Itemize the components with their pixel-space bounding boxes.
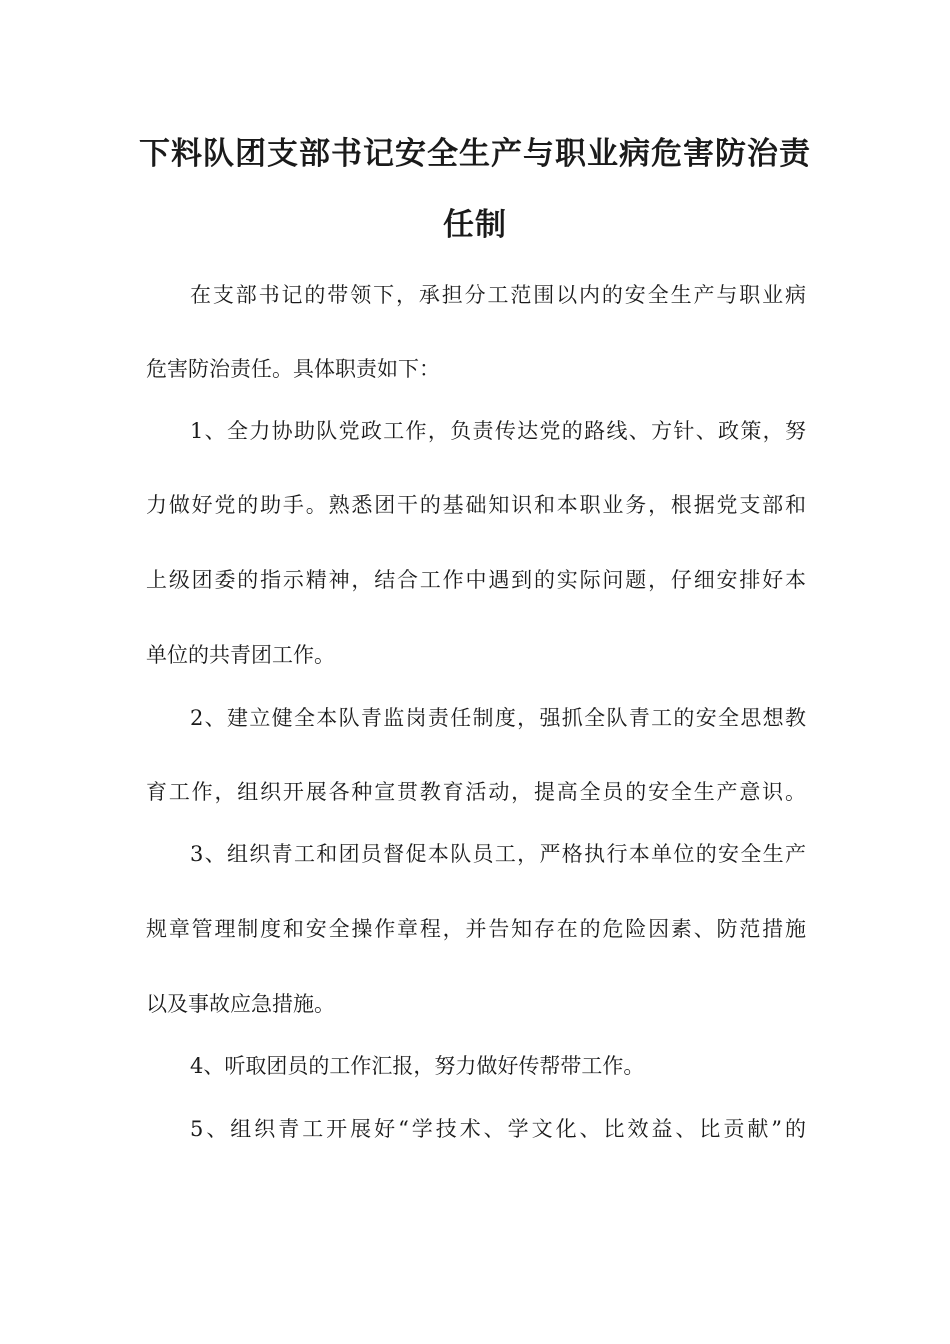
paragraph-item-5-line-1: 5、组织青工开展好“学技术、学文化、比效益、比贡献”的 — [190, 1117, 806, 1141]
paragraph-item-4-line-1: 4、听取团员的工作汇报，努力做好传帮带工作。 — [190, 1054, 645, 1078]
paragraph-item-1-line-3: 上级团委的指示精神，结合工作中遇到的实际问题，仔细安排好本 — [146, 568, 806, 592]
paragraph-item-1-line-4: 单位的共青团工作。 — [146, 643, 335, 667]
paragraph-intro-line-1: 在支部书记的带领下，承担分工范围以内的安全生产与职业病 — [190, 283, 806, 307]
paragraph-item-2-line-2: 育工作，组织开展各种宣贯教育活动，提高全员的安全生产意识。 — [146, 780, 806, 804]
paragraph-item-3-line-3: 以及事故应急措施。 — [146, 992, 335, 1016]
paragraph-item-1-line-2: 力做好党的助手。熟悉团干的基础知识和本职业务，根据党支部和 — [146, 493, 806, 517]
paragraph-item-3-line-2: 规章管理制度和安全操作章程，并告知存在的危险因素、防范措施 — [146, 917, 806, 941]
paragraph-intro-line-2: 危害防治责任。具体职责如下： — [146, 357, 440, 381]
paragraph-item-1-line-1: 1、全力协助队党政工作，负责传达党的路线、方针、政策，努 — [190, 419, 806, 443]
document-title-line-2: 任制 — [443, 207, 507, 243]
paragraph-item-3-line-1: 3、组织青工和团员督促本队员工，严格执行本单位的安全生产 — [190, 842, 806, 866]
document-title-line-1: 下料队团支部书记安全生产与职业病危害防治责 — [139, 136, 811, 172]
paragraph-item-2-line-1: 2、建立健全本队青监岗责任制度，强抓全队青工的安全思想教 — [190, 706, 806, 730]
